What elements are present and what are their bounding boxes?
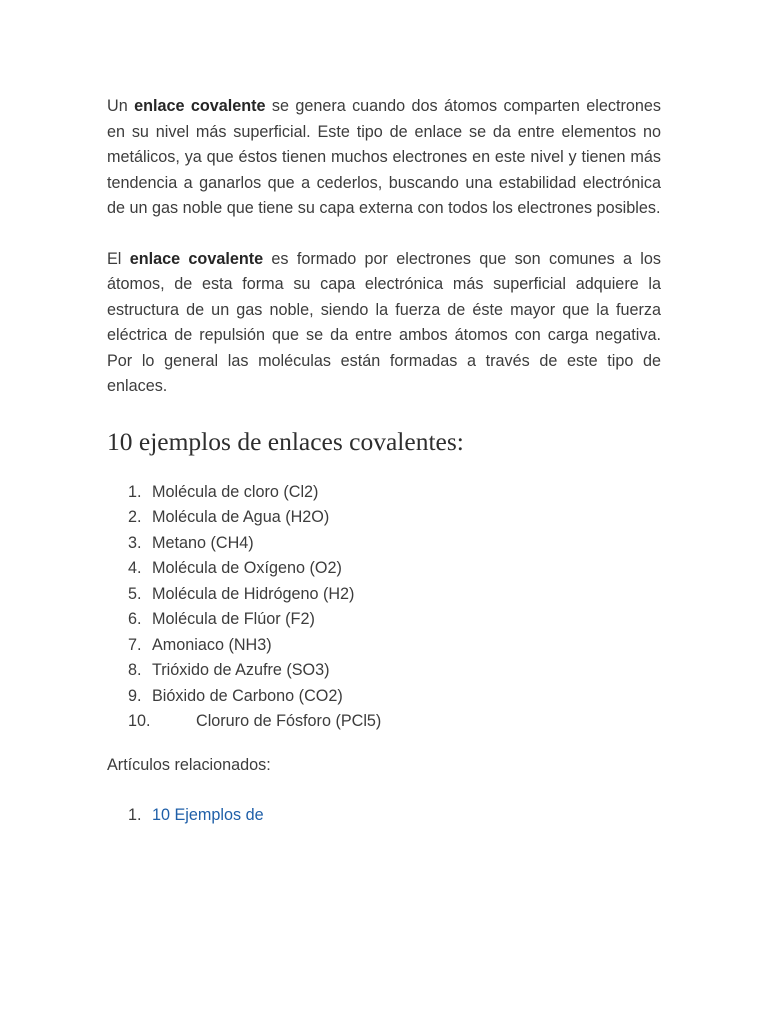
section-heading: 10 ejemplos de enlaces covalentes:	[107, 426, 464, 456]
list-item	[107, 582, 661, 608]
list-item-text: Amoniaco (NH3)	[152, 635, 272, 654]
list-item	[107, 556, 661, 582]
paragraph-definition	[107, 247, 661, 400]
list-item-text: Molécula de Oxígeno (O2)	[152, 559, 342, 577]
list-item	[107, 658, 661, 684]
list-item-text: Molécula de Flúor (F2)	[152, 610, 315, 628]
list-number: 6.	[128, 610, 142, 628]
list-number: 4.	[128, 559, 142, 577]
list-item	[107, 505, 661, 531]
related-article-link[interactable]: 10 Ejemplos de	[152, 806, 264, 824]
list-item-text: Molécula de Agua (H2O)	[152, 508, 330, 526]
bold-term: enlace covalente	[134, 97, 266, 115]
list-number: 9.	[128, 686, 142, 705]
list-number: 2.	[128, 508, 142, 526]
list-item-text: Trióxido de Azufre (SO3)	[152, 661, 330, 679]
list-number: 1.	[128, 482, 142, 501]
related-articles-label: Artículos relacionados:	[107, 755, 271, 774]
list-item	[107, 684, 661, 710]
paragraph-lead: El	[107, 249, 130, 268]
list-item-text: Bióxido de Carbono (CO2)	[152, 686, 343, 705]
list-number: 1.	[128, 806, 142, 824]
related-articles-list	[107, 803, 661, 829]
related-item	[107, 803, 661, 829]
list-item-text: Metano (CH4)	[152, 533, 254, 552]
examples-list	[107, 480, 661, 735]
list-item-text: Molécula de Hidrógeno (H2)	[152, 584, 355, 603]
list-item	[107, 709, 661, 735]
paragraph-text: es formado por electrones que son comunes a los átomos, de esta forma su capa electrónica más superficial adquiere la estructura de un gas noble, siendo la fuerza de éste mayor que la fuerza eléctrica de repulsión que se da entre ambos átomos con carga negativa. Por lo general las moléculas están formadas a través de este tipo de enlaces.	[107, 249, 661, 395]
bold-term: enlace covalente	[129, 249, 264, 268]
list-number: 5.	[128, 584, 142, 603]
paragraph-text: se genera cuando dos átomos comparten electrones en su nivel más superficial. Este tipo de enlace se da entre elementos no metálicos, ya que éstos tienen muchos electrones en este nivel y tienen más tendencia a ganarlos que a cederlos, buscando una estabilidad electrónica de un gas noble que tiene su capa externa con todos los electrones posibles.	[107, 97, 661, 217]
list-item	[107, 607, 661, 633]
list-item	[107, 633, 661, 659]
list-item	[107, 531, 661, 557]
list-number: 10.	[128, 712, 151, 730]
list-number: 3.	[128, 533, 142, 552]
document-body	[107, 94, 661, 829]
list-number: 8.	[128, 661, 142, 679]
list-number: 7.	[128, 635, 142, 654]
list-item-text: Molécula de cloro (Cl2)	[152, 482, 319, 501]
paragraph-intro	[107, 94, 661, 222]
paragraph-lead: Un	[107, 97, 135, 115]
list-item	[107, 480, 661, 506]
list-item-text: Cloruro de Fósforo (PCl5)	[196, 712, 382, 730]
